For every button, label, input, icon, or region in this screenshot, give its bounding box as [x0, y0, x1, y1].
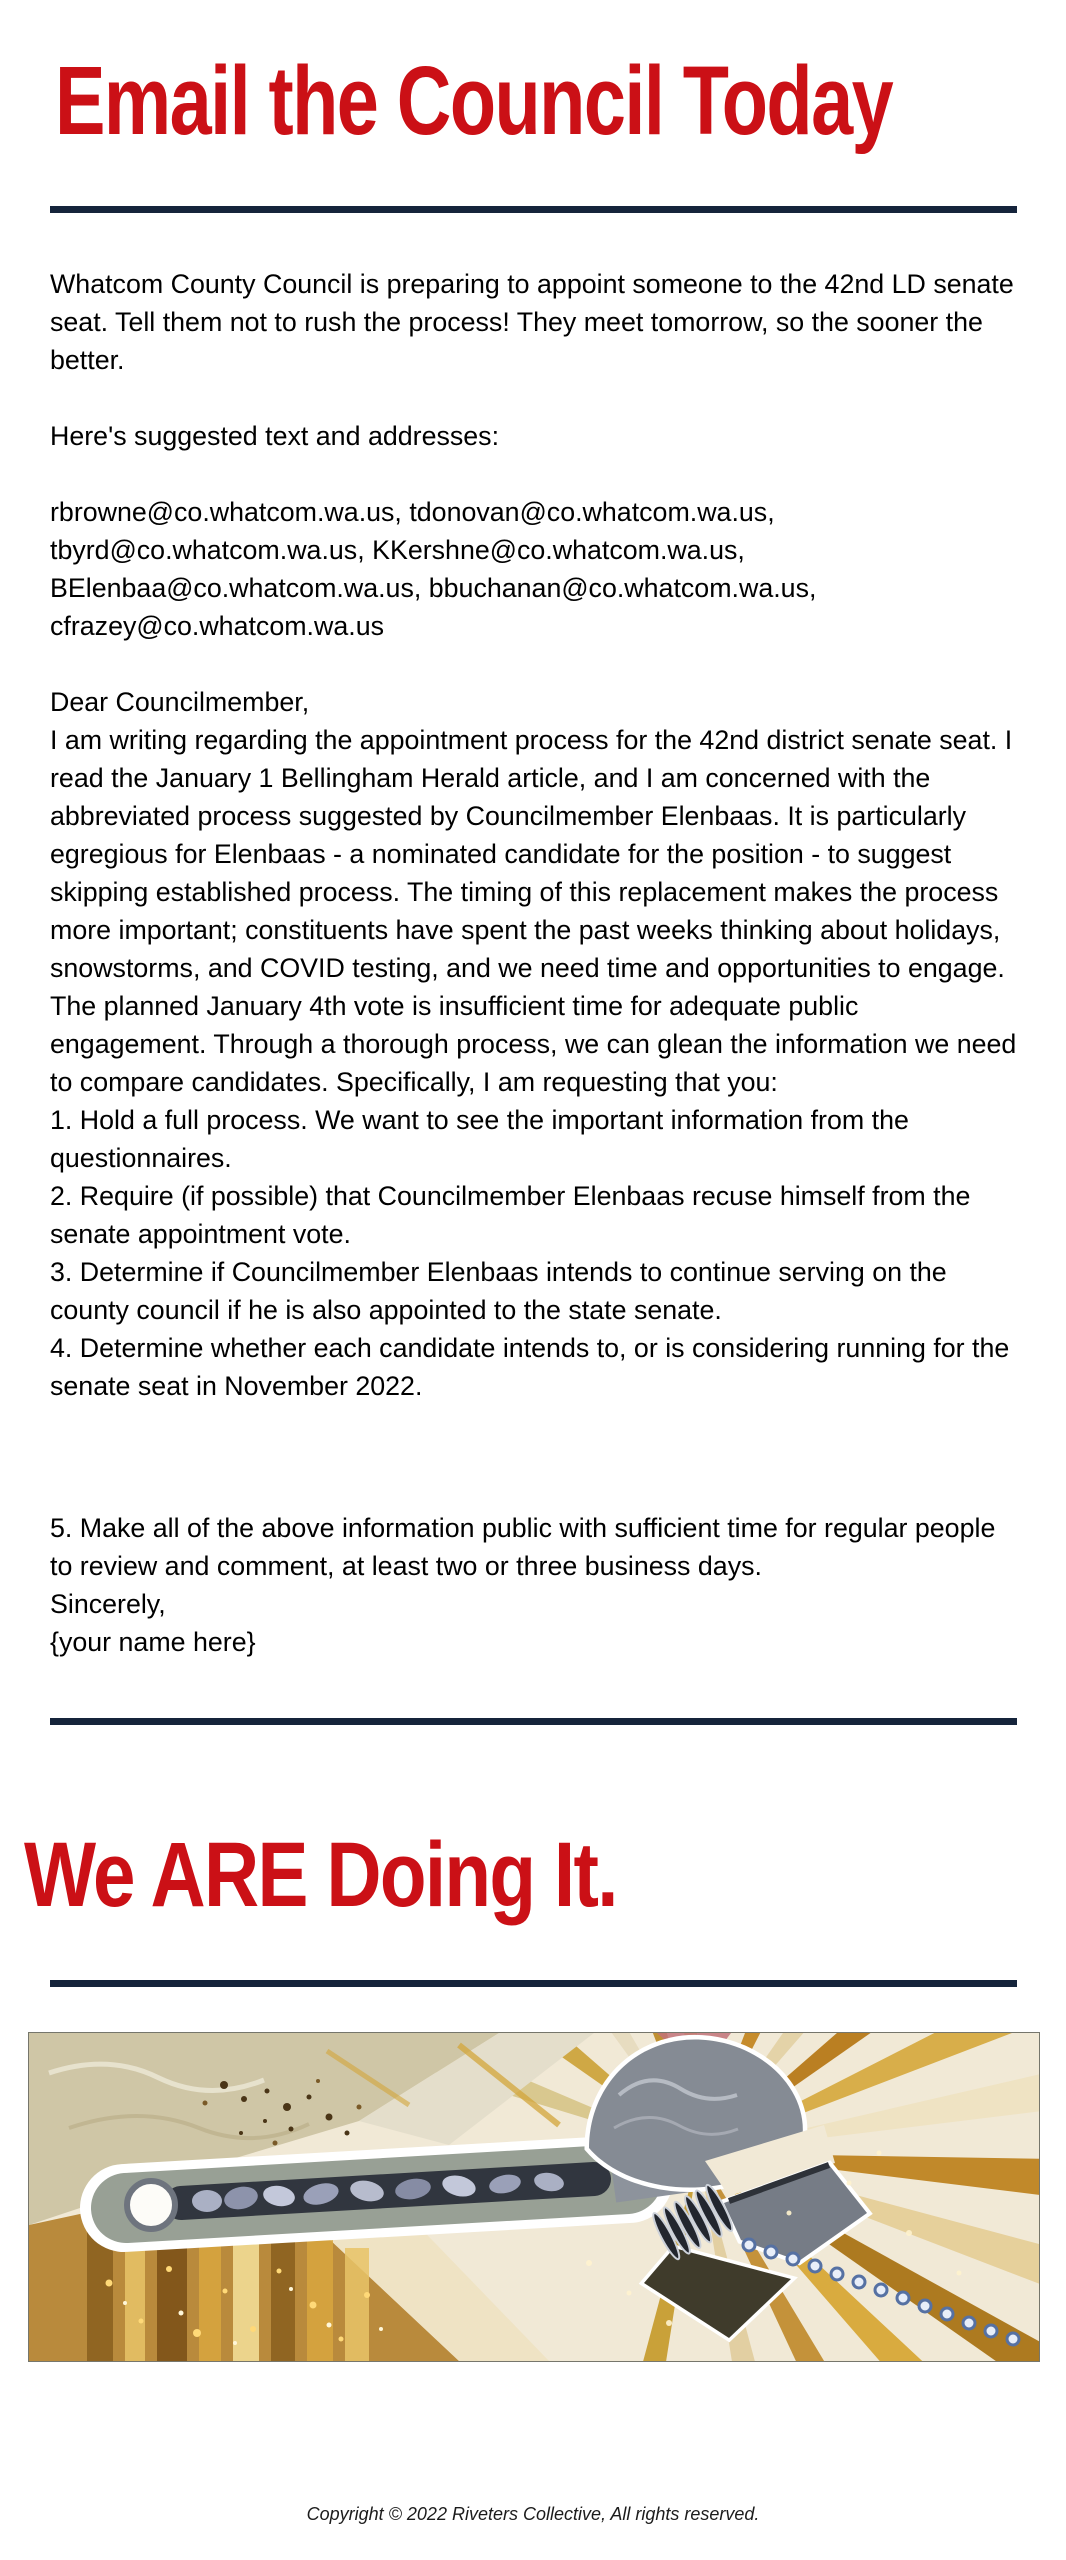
section-heading-email-the-council [0, 0, 1066, 155]
section-heading-we-are-doing-it [0, 1824, 1066, 1926]
wrench-collage-image [28, 2032, 1040, 2362]
wrench-sunburst-graphic [29, 2033, 1039, 2361]
paragraph: Dear Councilmember, I am writing regarding the appointment process for the 42nd district senate seat. I read the January 1 Bellingham Herald article, and I am concerned with the abbreviated process suggested by Councilmember Elenbaas. It is particularly egregious for Elenbaas - a nominated candidate for the position - to suggest skipping established process. The timing of this replacement makes the process more important; constituents have spent the past weeks thinking about holidays, snowstorms, and COVID testing, and we need time and opportunities to engage. The planned January 4th vote is insufficient time for adequate public engagement. Through a thorough process, we can glean the information we need to compare candidates. Specifically, I am requesting that you: 1. Hold a full process. We want to see the important information from the questionnaires. 2. Require (if possible) that Councilmember Elenbaas recuse himself from the senate appointment vote. 3. Determine if Councilmember Elenbaas intends to continue serving on the county council if he is also appointed to the state senate. 4. Determine whether each candidate intends to, or is considering running for the senate seat in November 2022. [50, 687, 1017, 1401]
email-call-to-action-text [50, 265, 1017, 1661]
paragraph: 5. Make all of the above information public with sufficient time for regular people to review and comment, at least two or three business days. Sincerely, {your name here} [50, 1513, 996, 1657]
heading-text: We ARE Doing It. [24, 1824, 617, 1926]
copyright-text: Copyright © 2022 Riveters Collective, All rights reserved. [306, 2504, 760, 2524]
paragraph: Whatcom County Council is preparing to appoint someone to the 42nd LD senate seat. Tell them not to rush the process! They meet tomorrow, so the sooner the better. [50, 269, 1014, 375]
heading-text: Email the Council Today [55, 46, 893, 155]
footer [0, 2502, 1066, 2526]
divider-rule [50, 1718, 1017, 1725]
divider-rule [50, 1980, 1017, 1987]
divider-rule [50, 206, 1017, 213]
handle-hole [127, 2181, 175, 2229]
paragraph: Here's suggested text and addresses: [50, 421, 500, 451]
paragraph: rbrowne@co.whatcom.wa.us, tdonovan@co.whatcom.wa.us, tbyrd@co.whatcom.wa.us, KKershne@co.whatcom.wa.us, BElenbaa@co.whatcom.wa.us, bbuchanan@co.whatcom.wa.us, cfrazey@co.whatcom.wa.us [50, 497, 817, 641]
